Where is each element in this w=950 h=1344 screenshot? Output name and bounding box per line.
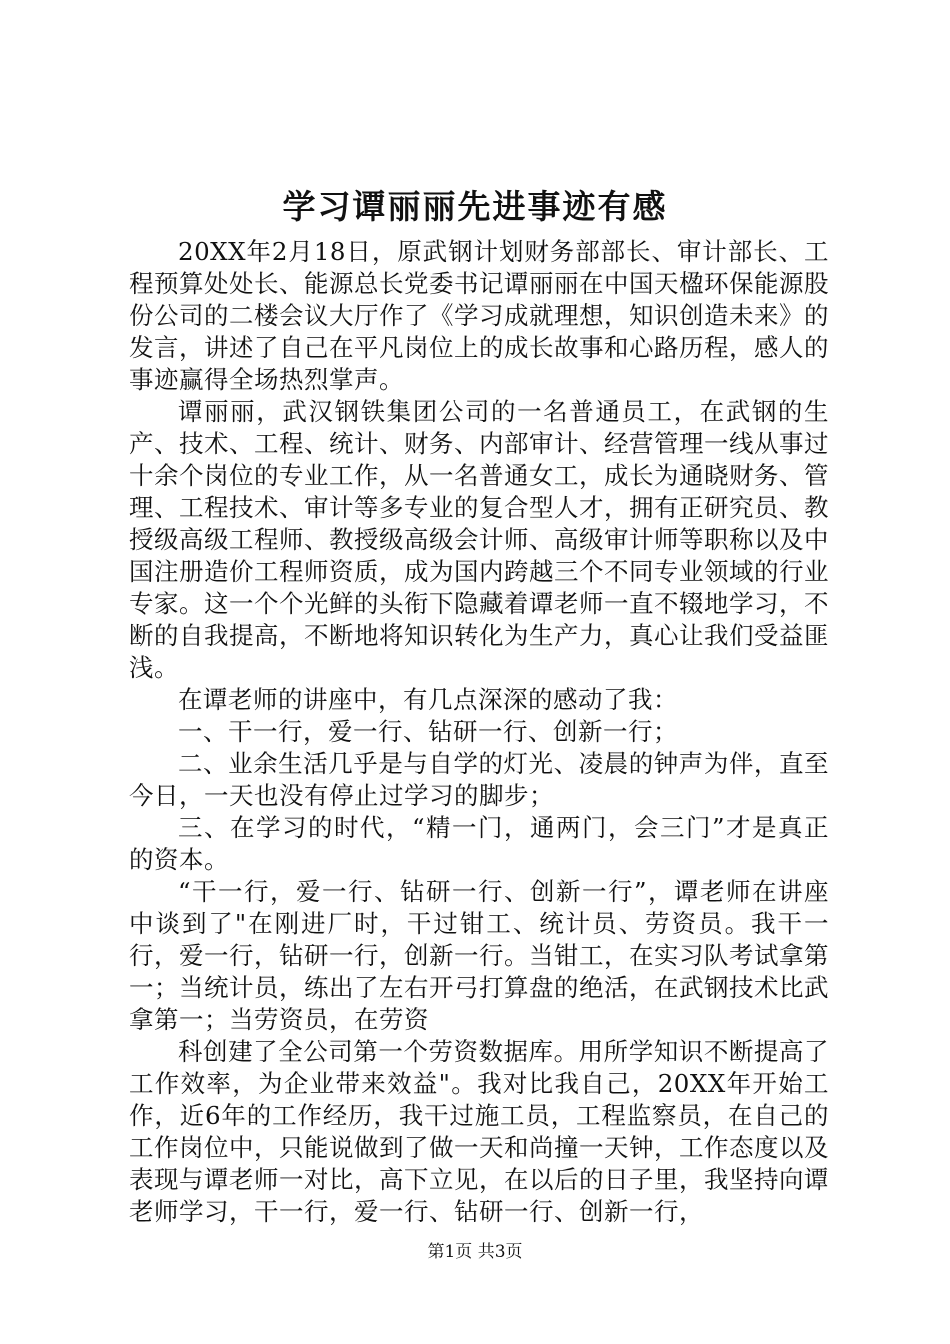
paragraph-quote: “干一行，爱一行、钻研一行、创新一行”，谭老师在讲座中谈到了"在刚进厂时，干过钳工、统计员、劳资员。我干一行，爱一行，钻研一行，创新一行。当钳工，在实习队考试拿第一；当统计员，练出了左右开弓打算盘的绝活，在武钢技术比武拿第一；当劳资员，在劳资 [129,877,829,1034]
document-body [129,236,829,1228]
paragraph-biography: 谭丽丽，武汉钢铁集团公司的一名普通员工，在武钢的生产、技术、工程、统计、财务、内部审计、经营管理一线从事过十余个岗位的专业工作，从一名普通女工，成长为通晓财务、管理、工程技术、审计等多专业的复合型人才，拥有正研究员、教授级高级工程师、教授级高级会计师、高级审计师等职称以及中国注册造价工程师资质，成为国内跨越三个不同专业领域的行业专家。这一个个光鲜的头衔下隐藏着谭老师一直不辍地学习，不断的自我提高，不断地将知识转化为生产力，真心让我们受益匪浅。 [129,397,829,682]
paragraph-point-three: 三、在学习的时代，“精一门，通两门，会三门”才是真正的资本。 [129,813,829,874]
paragraph-point-two: 二、业余生活几乎是与自学的灯光、凌晨的钟声为伴，直至今日，一天也没有停止过学习的脚步； [129,749,829,810]
paragraph-moved-points: 在谭老师的讲座中，有几点深深的感动了我： [178,685,678,714]
paragraph-intro: 20XX年2月18日，原武钢计划财务部部长、审计部长、工程预算处处长、能源总长党委书记谭丽丽在中国天楹环保能源股份公司的二楼会议大厅作了《学习成就理想，知识创造未来》的发言，讲述了自己在平凡岗位上的成长故事和心路历程，感人的事迹赢得全场热烈掌声。 [129,237,829,394]
document-title: 学习谭丽丽先进事迹有感 [282,187,668,226]
paragraph-reflection: 科创建了全公司第一个劳资数据库。用所学知识不断提高了工作效率，为企业带来效益"。我对比我自己，20XX年开始工作，近6年的工作经历，我干过施工员，工程监察员，在自己的工作岗位中，只能说做到了做一天和尚撞一天钟，工作态度以及表现与谭老师一对比，高下立见，在以后的日子里，我坚持向谭老师学习，干一行，爱一行、钻研一行、创新一行， [129,1037,829,1226]
paragraph-point-one: 一、干一行，爱一行、钻研一行、创新一行； [178,717,678,746]
page-number-footer: 第1页 共3页 [427,1242,523,1262]
